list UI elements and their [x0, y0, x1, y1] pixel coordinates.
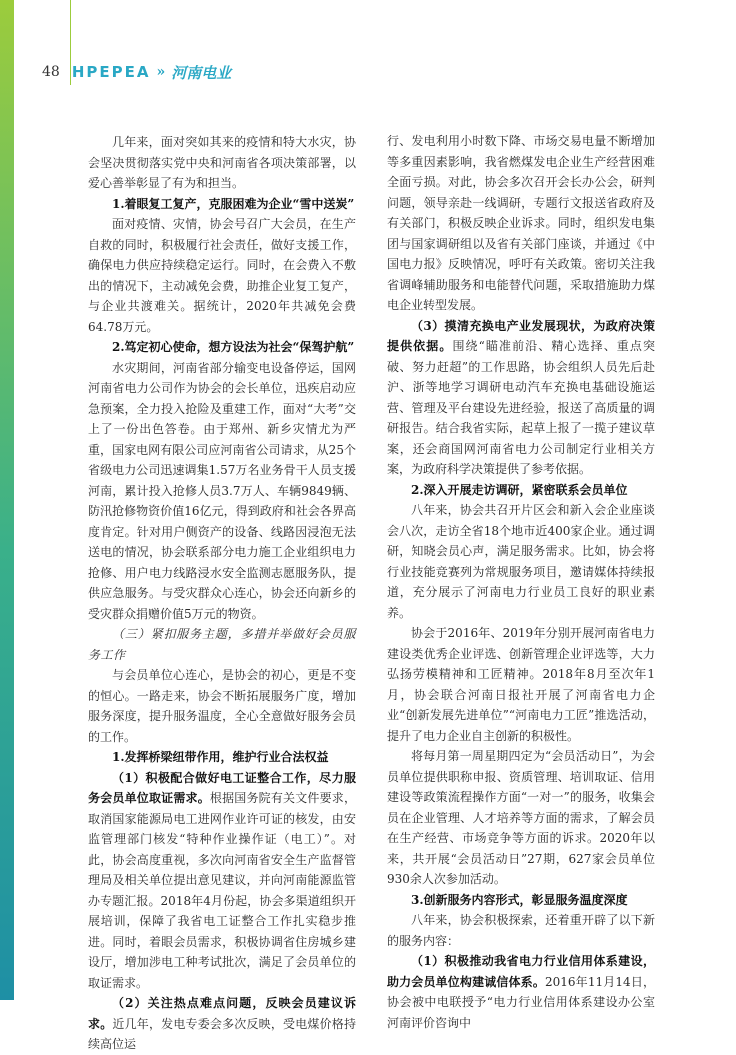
paragraph-with-lead — [88, 993, 356, 1055]
paragraph-body: 2016年11月14日，协会被中电联授予“电力行业信用体系建设办公室河南评价咨询中 — [387, 974, 655, 1030]
magazine-logo: HPEPEA — [71, 63, 151, 81]
body-paragraph: 协会于2016年、2019年分别开展河南省电力建设类优秀企业评选、创新管理企业评选等，大力弘扬劳模精神和工匠精神。2018年8月至次年1月，协会联合河南日报社开展了河南省电力企业“创新发展先进单位”“河南电力工匠”推选活动，提升了电力企业自主创新的积极性。 — [387, 626, 655, 743]
body-paragraph: 几年来，面对突如其来的疫情和特大水灾，协会坚决贯彻落实党中央和河南省各项决策部署，以爱心善举彰显了有为和担当。 — [88, 135, 356, 190]
paragraph-with-lead — [387, 316, 655, 480]
body-paragraph: 行、发电利用小时数下降、市场交易电量不断增加等多重因素影响，我省燃煤发电企业生产经营困难全面亏损。对此，协会多次召开会长办公会，研判问题，领导亲赴一线调研，专题行文报送省政府及有关部门，积极反映企业诉求。同时，组织发电集团与国家调研组以及省有关部门座谈，并通过《中国电力报》反映情况，呼吁有关政策。密切关注我省调峰辅助服务和电能替代问题，采取措施助力煤电企业转型发展。 — [387, 134, 655, 312]
paragraph-lead: （2）关注热点难点问题，反映会员建议诉求。 — [88, 996, 356, 1031]
section-heading: 2.笃定初心使命，想方设法为社会“保驾护航” — [112, 340, 355, 354]
magazine-title: 河南电业 — [171, 63, 232, 82]
page-header — [42, 57, 231, 87]
header-separator: » — [156, 64, 166, 80]
body-paragraph: 八年来，协会积极探索，还着重开辟了以下新的服务内容： — [387, 913, 655, 948]
right-text-column — [387, 131, 655, 1033]
paragraph-with-lead — [387, 951, 655, 1033]
side-color-bar — [0, 0, 14, 1000]
left-text-column — [88, 132, 356, 1055]
paragraph-lead: （3）摸清充换电产业发展现状，为政府决策提供依据。 — [387, 318, 655, 353]
paragraph-body: 围绕“瞄准前沿、精心选择、重点突破、努力赶超”的工作思路，协会组织人员先后赴沪、浙等地学习调研电动汽车充换电基础设施运营、管理及平台建设先进经验，报送了高质量的调研报告。结合我省实际，起草上报了一揽子建议草案，还会商国网河南省电力公司制定行业相关方案，为政府科学决策提供了参考依据。 — [387, 339, 655, 476]
subsection-title: （三）紧扣服务主题，多措并举做好会员服务工作 — [88, 627, 356, 662]
body-paragraph: 将每月第一周星期四定为“会员活动日”，为会员单位提供职称申报、资质管理、培训取证、信用建设等政策流程操作方面“一对一”的服务，收集会员在企业管理、人才培养等方面的需求，了解会员在生产经营、市场竞争等方面的诉求。2020年以来，共开展“会员活动日”27期，627家会员单位930余人次参加活动。 — [387, 749, 655, 886]
section-heading: 1.着眼复工复产，克服困难为企业“雪中送炭” — [112, 196, 355, 211]
body-paragraph: 水灾期间，河南省部分输变电设备停运，国网河南省电力公司作为协会的会长单位，迅疾启动应急预案，全力投入抢险及重建工作，面对“大考”交上了一份出色答卷。由于郑州、新乡灾情尤为严重，国家电网有限公司应河南省公司请求，从25个省级电力公司迅速调集1.57万名业务骨干人员支援河南，累计投入抢修人员3.7万人、车辆9849辆、防汛抢修物资价值16亿元，得到政府和社会各界高度肯定。针对用户侧资产的设备、线路因浸泡无法送电的情况，协会联系部分电力施工企业组织电力抢修、用户电力线路浸水安全监测志愿服务队，提供应急服务。与受灾群众心连心，协会还向新乡的受灾群众捐赠价值5万元的物资。 — [88, 360, 356, 621]
paragraph-lead: （1）积极配合做好电工证整合工作，尽力服务会员单位取证需求。 — [88, 770, 356, 805]
paragraph-lead: （1）积极推动我省电力行业信用体系建设，助力会员单位构建诚信体系。 — [387, 954, 655, 989]
paragraph-body: 根据国务院有关文件要求，取消国家能源局电工进网作业许可证的核发，由安监管理部门核发“特种作业操作证（电工）”。对此，协会高度重视，多次向河南省安全生产监督管理局及相关单位提出意见建议，并向河南能源监管办专题汇报。2018年4月份起，协会多渠道组织开展培训，保障了我省电工证整合工作扎实稳步推进。同时，着眼会员需求，积极协调省住房城乡建设厅，增加涉电工种考试批次，满足了会员单位的取证需求。 — [88, 791, 356, 990]
section-heading: 2.深入开展走访调研，紧密联系会员单位 — [411, 482, 628, 497]
section-heading: 1.发挥桥梁纽带作用，维护行业合法权益 — [112, 750, 329, 764]
body-paragraph: 面对疫情、灾情，协会号召广大会员，在生产自救的同时，积极履行社会责任，做好支援工作，确保电力供应持续稳定运行。同时，在会费入不敷出的情况下，主动减免会费，助推企业复工复产，与企业共渡难关。据统计，2020年共减免会费64.78万元。 — [88, 217, 356, 334]
page-number: 48 — [42, 64, 60, 80]
body-paragraph: 与会员单位心连心，是协会的初心，更是不变的恒心。一路走来，协会不断拓展服务广度，增加服务深度，提升服务温度，全心全意做好服务会员的工作。 — [88, 668, 356, 744]
paragraph-body: 近几年，发电专委会多次反映，受电煤价格持续高位运 — [88, 1016, 356, 1051]
body-paragraph: 八年来，协会共召开片区会和新入会企业座谈会八次，走访全省18个地市近400家企业。通过调研，知晓会员心声，满足服务需求。比如，协会将行业技能竞赛列为常规服务项目，邀请媒体持续报道，充分展示了河南电力行业员工良好的职业素养。 — [387, 503, 655, 620]
section-heading: 3.创新服务内容形式，彰显服务温度深度 — [411, 892, 628, 907]
paragraph-with-lead — [88, 768, 356, 994]
